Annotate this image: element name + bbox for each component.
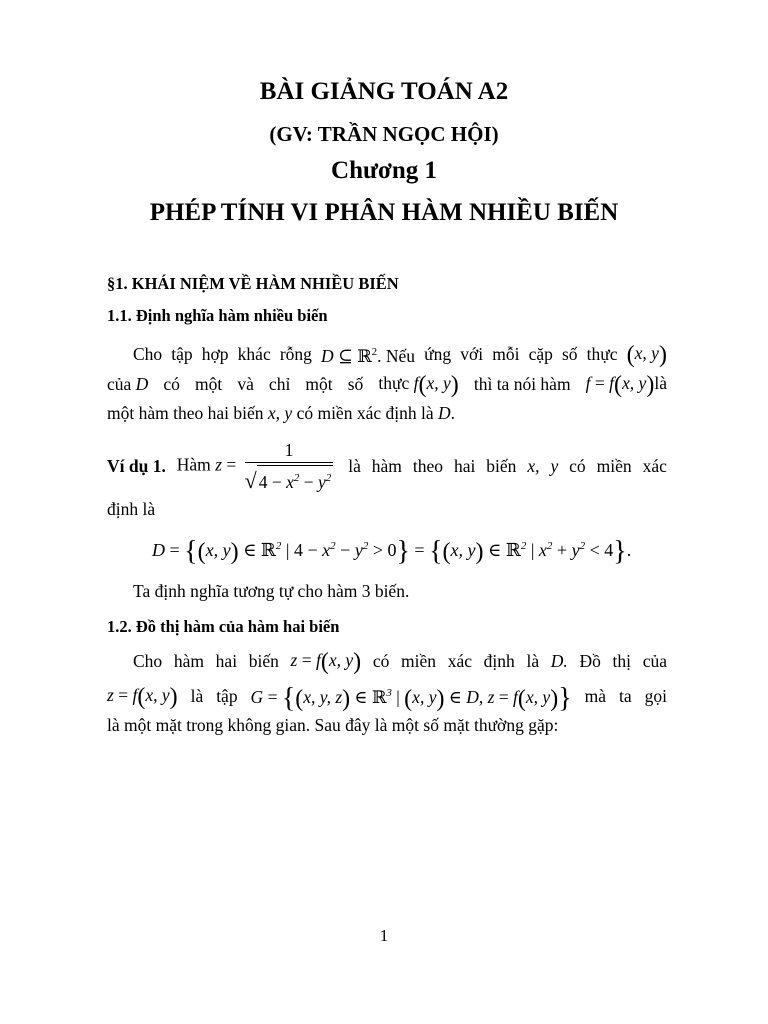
word: có (163, 374, 180, 394)
word: thì ta nói hàm (473, 374, 571, 394)
word: có (569, 456, 586, 476)
definition-line-3: một hàm theo hai biến x, y có miền xác định là D. (107, 403, 455, 423)
word: hợp (201, 343, 229, 364)
subsection-1-1-heading: 1.1. Định nghĩa hàm nhiều biến (107, 306, 328, 325)
word: xác (447, 651, 472, 671)
example-label: Ví dụ 1. (107, 456, 166, 476)
instructor-line: (GV: TRẦN NGỌC HỘI) (269, 122, 499, 146)
word: hai (215, 651, 238, 671)
word: Cho (133, 343, 163, 364)
section-heading: §1. KHÁI NIỆM VỀ HÀM NHIỀU BIẾN (107, 274, 399, 293)
example-1-line-1 (107, 440, 667, 492)
page-number: 1 (379, 926, 389, 945)
document-title: BÀI GIẢNG TOÁN A2 (259, 78, 509, 105)
graph-line-3: là một mặt trong không gian. Sau đây là một số mặt thường gặp: (107, 715, 559, 735)
word: biến (248, 651, 279, 671)
word: thực (586, 343, 618, 364)
word: với (460, 343, 484, 364)
word: ta (618, 685, 632, 706)
word: hai (453, 456, 476, 476)
word: cặp (528, 343, 553, 364)
word: ứng (424, 343, 452, 364)
formula-z-fxy: z = f(x, y) (290, 649, 362, 675)
word: là (526, 651, 540, 671)
word: tập (216, 685, 238, 706)
word: gọi (644, 685, 667, 706)
word: khác (237, 343, 271, 364)
example-1-line-2: định là (107, 499, 156, 519)
word: chỉ (268, 374, 291, 394)
word: một (195, 374, 223, 394)
word: mỗi (492, 343, 520, 364)
formula-graph-set-g: G = {(x, y, z) ∈ ℝ$^3$ | (x, y) ∈ D, z = f(x, y)} (250, 682, 572, 714)
word: xác (642, 456, 667, 476)
formula-z-fxy: z = f(x, y) (107, 683, 178, 710)
formula-domain-d: D = {(x, y) ∈ ℝ$^2$ | $4 - x^2 - y^2 > 0\} = \{(x$, y) ∈ ℝ$^2$ | $x^2 + y^2 < 4$}. (152, 536, 632, 567)
word: là (348, 456, 361, 476)
word: y (550, 456, 559, 476)
word: miền (401, 651, 437, 671)
similar-definition-text: Ta định nghĩa tương tự cho hàm 3 biến. (133, 581, 410, 601)
word: hàm (371, 456, 402, 476)
word: là (190, 685, 204, 706)
word: x, (527, 456, 540, 476)
subsection-1-2-heading: 1.2. Đồ thị hàm của hàm hai biến (107, 617, 340, 636)
word: theo (412, 456, 443, 476)
formula-f-eq-fxy: f = f(x, y)là (585, 372, 667, 398)
word: Cho (133, 651, 163, 671)
word: một (305, 374, 333, 394)
word: tập (171, 343, 193, 364)
word: số (347, 374, 364, 394)
word: định (483, 651, 515, 671)
word: mà (584, 685, 606, 706)
formula-z-fraction: Hàm z = 1 √ $4 - x^2 - y^2$ (176, 439, 332, 494)
word: D. (550, 651, 568, 671)
word: có (372, 651, 390, 671)
graph-line-2 (107, 682, 667, 714)
word: của (642, 651, 667, 671)
fraction: 1 √ $4 - x^2 - y^2$ (244, 439, 332, 494)
formula-d-subset-r2: D ⊆ ℝ$^2$. Nếu (321, 345, 416, 366)
word: miền (596, 456, 632, 476)
word: Đồ (579, 651, 601, 671)
chapter-label: Chương 1 (331, 157, 437, 184)
definition-line-2 (107, 372, 667, 396)
graph-line-1 (133, 649, 667, 673)
word: hàm (173, 651, 204, 671)
formula-pair-xy: (x, y) (626, 341, 667, 368)
chapter-title: PHÉP TÍNH VI PHÂN HÀM NHIỀU BIẾN (149, 199, 619, 226)
word: của D (107, 374, 149, 394)
word: và (237, 374, 254, 394)
word: rỗng (279, 343, 312, 364)
definition-line-1 (133, 341, 667, 367)
word: biến (486, 456, 517, 476)
word: thị (612, 651, 632, 671)
word: thực f(x, y) (378, 372, 459, 398)
word: số (561, 343, 578, 364)
word: . Nếu (377, 345, 416, 366)
